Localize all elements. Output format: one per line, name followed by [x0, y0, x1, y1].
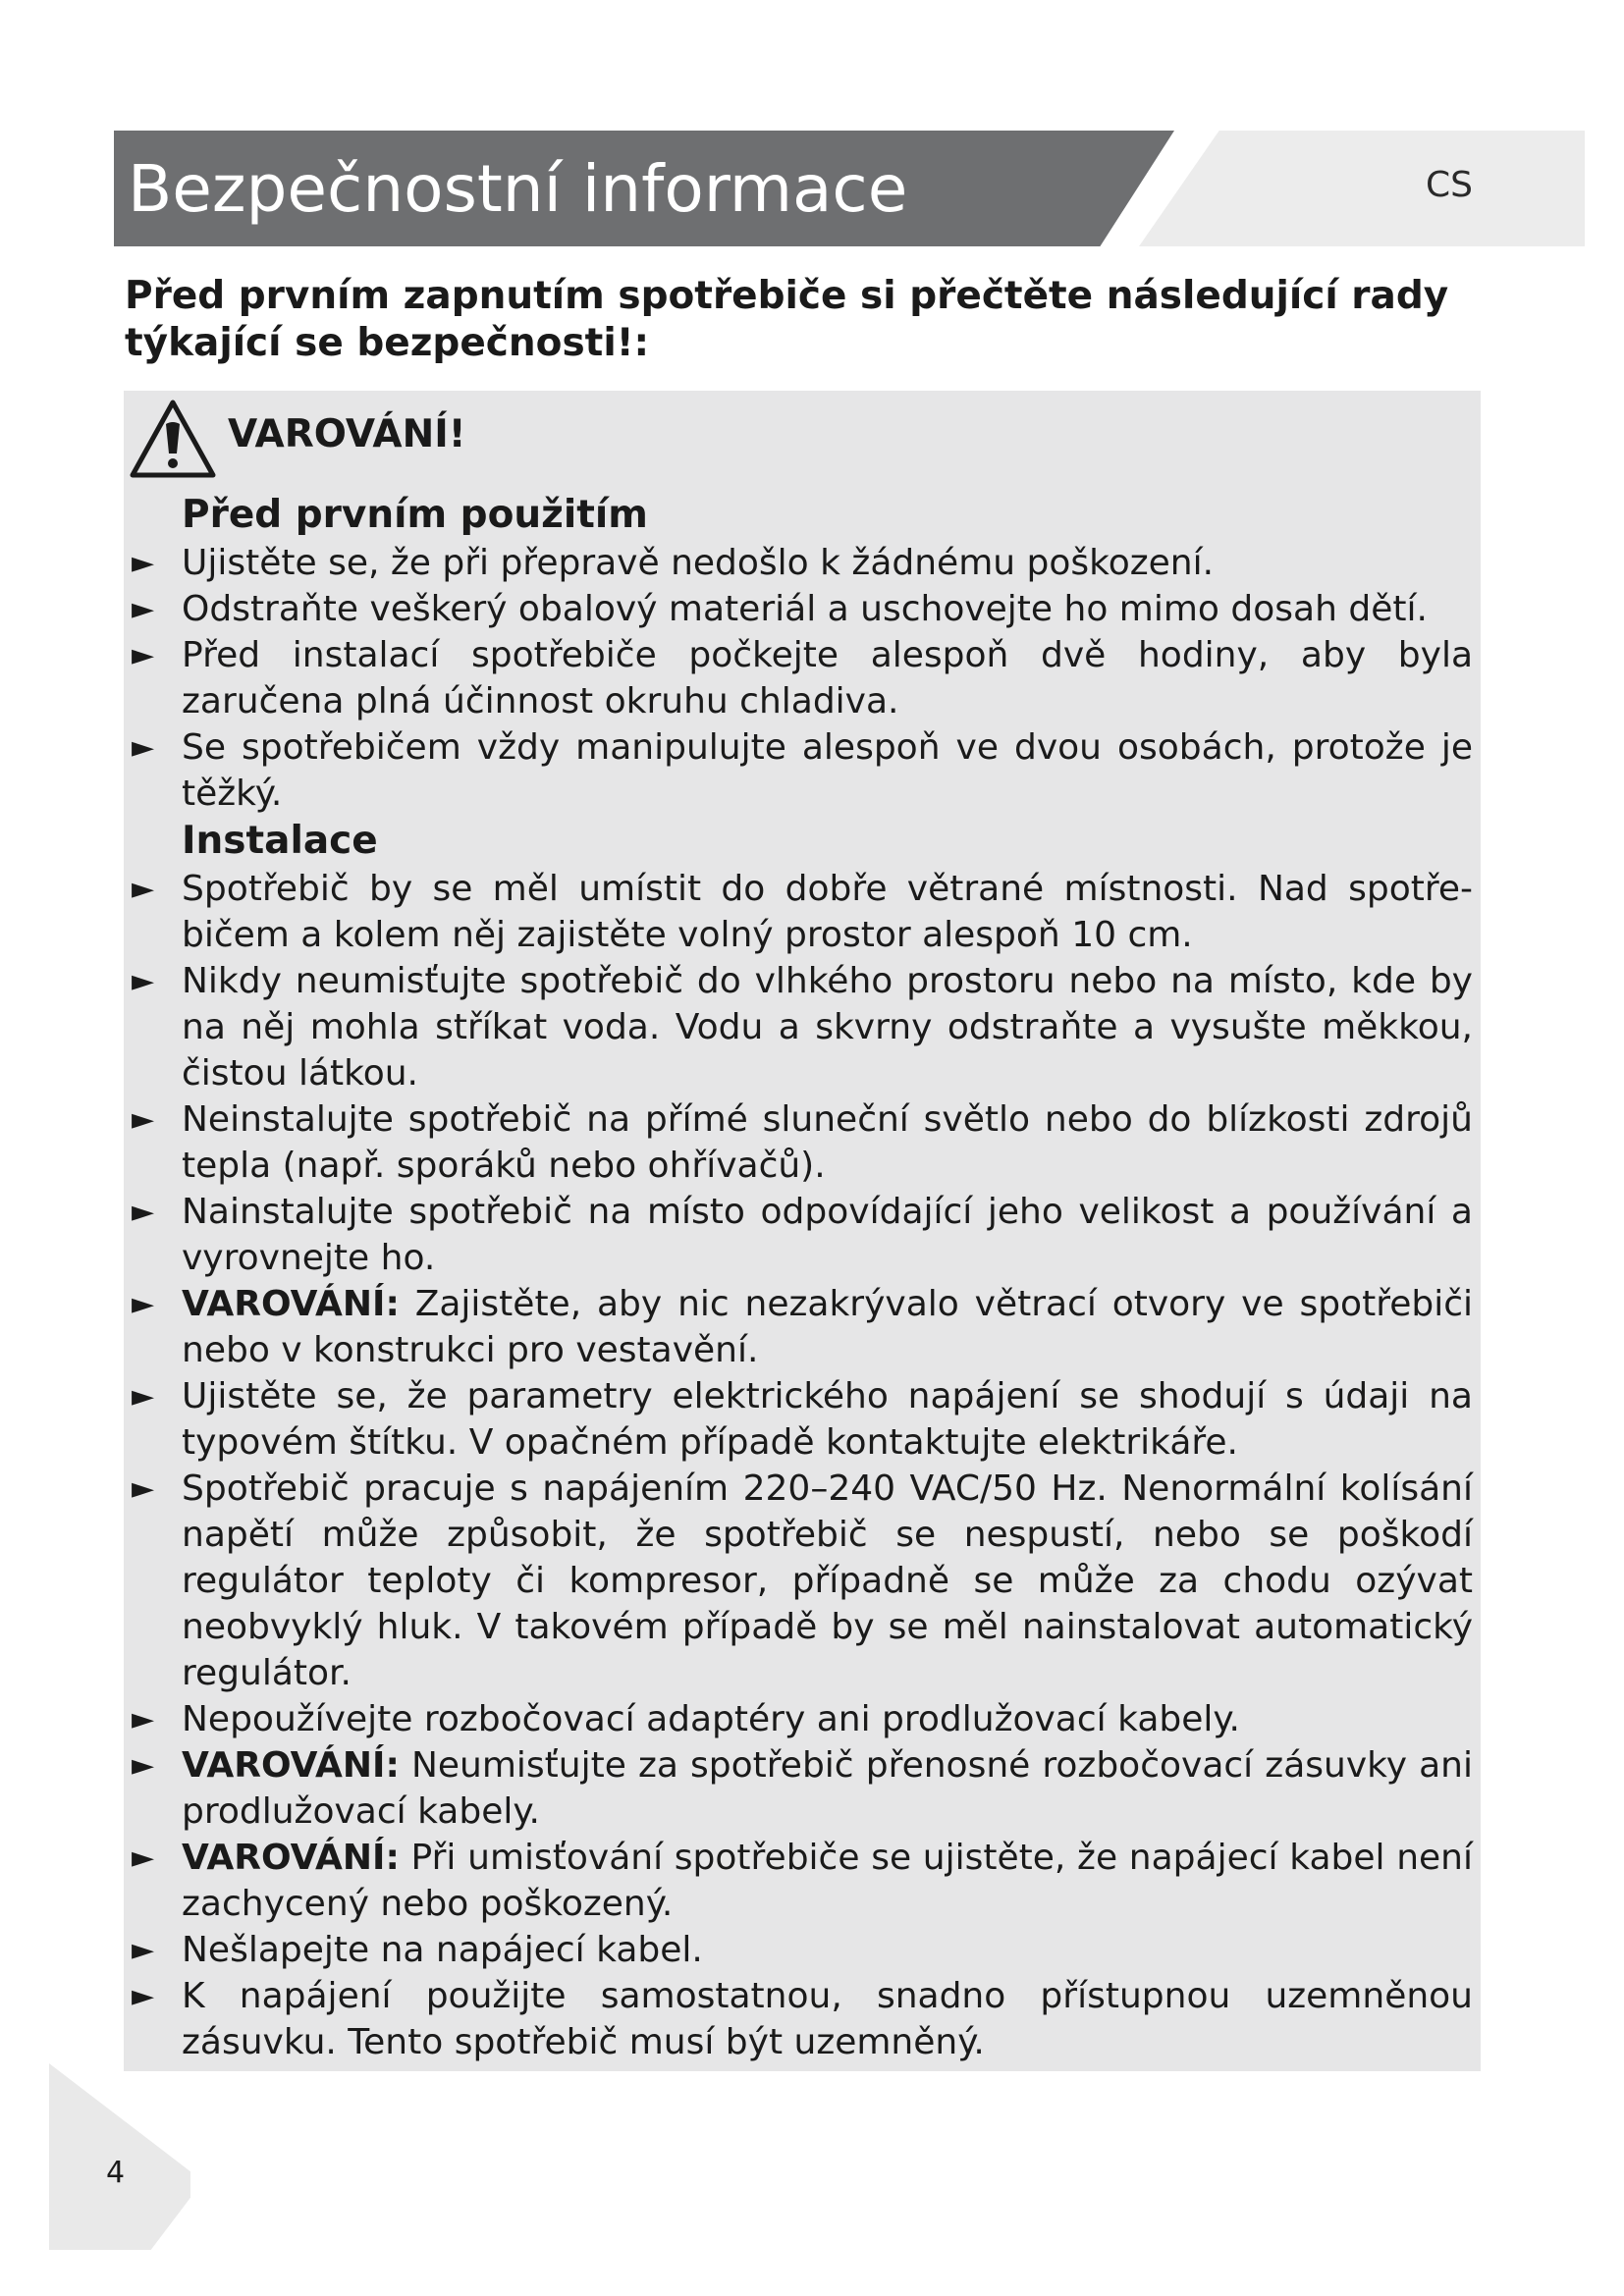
list-item	[124, 1189, 1481, 1281]
item-text: Nainstalujte spotřebič na místo odpovídající jeho velikost a používání a vyrovnejte ho.	[182, 1192, 1473, 1278]
item-text: Spotřebič pracuje s napájením 220–240 VAC/50 Hz. Nenormální kolísání napětí může způsobit, že spotřebič se nespustí, nebo se poškodí regulátor teploty či kompresor, případně se může za chodu ozývat neobvyklý hluk. V takovém případě by se měl nainstalovat automatický regulátor.	[182, 1468, 1473, 1693]
item-text: K napájení použijte samostatnou, snadno přístupnou uzemněnou zásuvku. Tento spotřebič musí být uzemněný.	[182, 1976, 1473, 2062]
item-text: Se spotřebičem vždy manipulujte alespoň ve dvou osobách, protože je těžký.	[182, 727, 1473, 814]
list-item	[124, 866, 1481, 958]
list-item	[124, 1835, 1481, 1927]
item-text: Spotřebič by se měl umístit do dobře větrané místnosti. Nad spotře-bičem a kolem něj zajistěte volný prostor alespoň 10 cm.	[182, 869, 1473, 955]
item-text: Nepoužívejte rozbočovací adaptéry ani prodlužovací kabely.	[182, 1699, 1240, 1739]
list-item	[124, 1281, 1481, 1373]
item-text: Neumisťujte za spotřebič přenosné rozbočovací zásuvky ani prodlužovací kabely.	[182, 1745, 1473, 1832]
warning-label: VAROVÁNÍ:	[182, 1838, 400, 1878]
bullet-arrow-icon: ►	[132, 964, 155, 998]
item-text: Nikdy neumisťujte spotřebič do vlhkého prostoru nebo na místo, kde by na něj mohla stříkat voda. Vodu a skvrny odstraňte a vysušte měkkou, čistou látkou.	[182, 961, 1473, 1094]
item-text: Nešlapejte na napájecí kabel.	[182, 1930, 703, 1970]
item-text: Před instalací spotřebiče počkejte alespoň dvě hodiny, aby byla zaručena plná účinnost okruhu chladiva.	[182, 635, 1473, 721]
list-item	[124, 958, 1481, 1096]
page-number: 4	[106, 2156, 126, 2190]
bullet-arrow-icon: ►	[132, 1933, 155, 1967]
bullet-arrow-icon: ►	[132, 638, 155, 672]
list-item	[124, 724, 1481, 817]
header-tab	[1139, 131, 1585, 246]
item-text: Neinstalujte spotřebič na přímé sluneční světlo nebo do blízkosti zdrojů tepla (např. sporáků nebo ohřívačů).	[182, 1099, 1473, 1186]
page-title: Bezpečnostní informace	[128, 151, 908, 227]
bullet-arrow-icon: ►	[132, 1195, 155, 1229]
item-text: Ujistěte se, že při přepravě nedošlo k žádnému poškození.	[182, 543, 1215, 583]
warning-title: VAROVÁNÍ!	[228, 412, 466, 456]
list-item	[124, 540, 1481, 586]
item-text: Zajistěte, aby nic nezakrývalo větrací otvory ve spotřebiči nebo v konstrukci pro vestavění.	[182, 1284, 1473, 1370]
warning-label: VAROVÁNÍ:	[182, 1284, 400, 1324]
section-heading: Před prvním použitím	[182, 493, 648, 537]
bullet-arrow-icon: ►	[132, 1702, 155, 1736]
warning-box	[124, 391, 1481, 2071]
bullet-arrow-icon: ►	[132, 1471, 155, 1506]
item-text: Ujistěte se, že parametry elektrického napájení se shodují s údaji na typovém štítku. V opačném případě kontaktujte elektrikáře.	[182, 1376, 1473, 1463]
list-item	[124, 632, 1481, 724]
bullet-arrow-icon: ►	[132, 1379, 155, 1414]
bullet-arrow-icon: ►	[132, 592, 155, 626]
list-item	[124, 1742, 1481, 1835]
language-code: CS	[1426, 165, 1473, 205]
warning-content	[124, 491, 1481, 2065]
warning-triangle-icon	[128, 397, 218, 481]
list-item	[124, 586, 1481, 632]
section-heading: Instalace	[182, 819, 378, 863]
list-item	[124, 1373, 1481, 1466]
list-item	[124, 1696, 1481, 1742]
list-item	[124, 1973, 1481, 2065]
bullet-arrow-icon: ►	[132, 1979, 155, 2013]
bullet-arrow-icon: ►	[132, 1102, 155, 1137]
list-item	[124, 1096, 1481, 1189]
list-item	[124, 1466, 1481, 1696]
warning-label: VAROVÁNÍ:	[182, 1745, 400, 1786]
bullet-arrow-icon: ►	[132, 1748, 155, 1783]
item-text: Při umisťování spotřebiče se ujistěte, že napájecí kabel není zachycený nebo poškozený.	[182, 1838, 1473, 1924]
bullet-arrow-icon: ►	[132, 872, 155, 906]
bullet-arrow-icon: ►	[132, 546, 155, 580]
item-text: Odstraňte veškerý obalový materiál a uschovejte ho mimo dosah dětí.	[182, 589, 1428, 629]
list-item	[124, 1927, 1481, 1973]
bullet-arrow-icon: ►	[132, 1287, 155, 1321]
bullet-arrow-icon: ►	[132, 1841, 155, 1875]
bullet-arrow-icon: ►	[132, 730, 155, 765]
intro-text: Před prvním zapnutím spotřebiče si přečtěte následující rady týkající se bezpečnosti!:	[125, 274, 1449, 365]
